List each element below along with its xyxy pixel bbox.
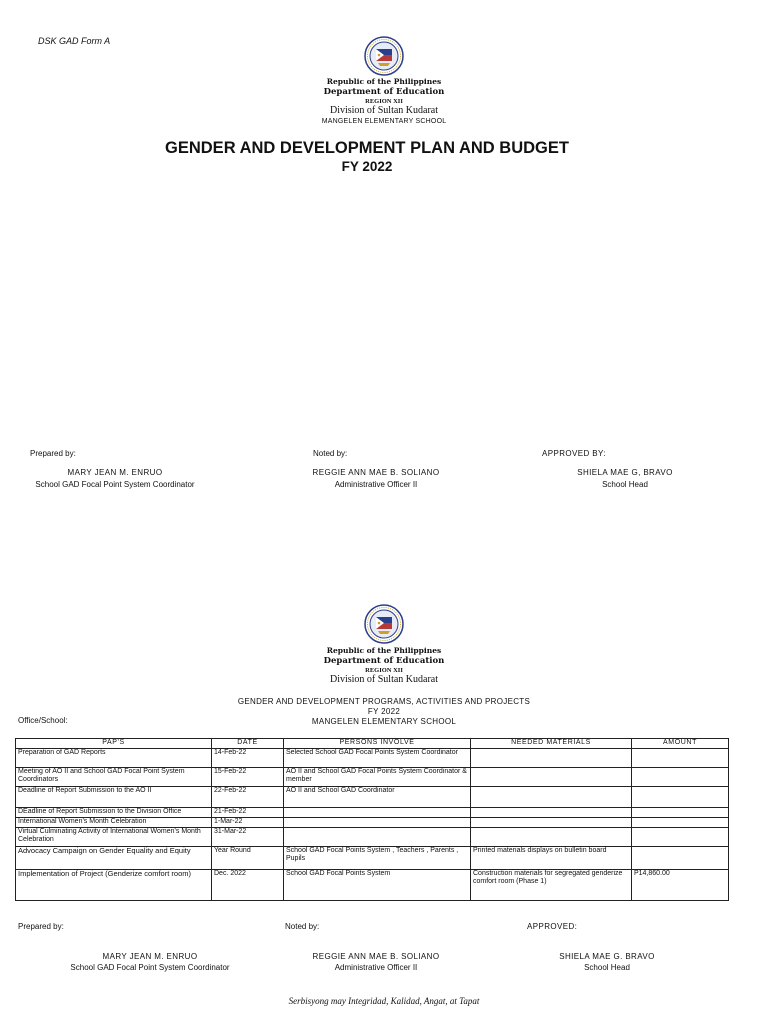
date-cell: 1-Mar-22 (212, 817, 284, 827)
table-row (16, 846, 729, 869)
amount-cell (632, 748, 729, 767)
form-code: DSK GAD Form A (38, 36, 111, 46)
amount-cell (632, 786, 729, 807)
materials-cell (471, 786, 632, 807)
materials-cell: Construction materials for segregated genderize comfort room (Phase 1) (471, 869, 632, 900)
pap-cell: International Women's Month Celebration (16, 817, 212, 827)
persons-cell: AO II and School GAD Coordinator (284, 786, 471, 807)
noted-name: REGGIE ANN MAE B. SOLIANO (312, 952, 440, 961)
persons-cell: School GAD Focal Points System , Teachers , Parents , Pupils (284, 846, 471, 869)
noted-name: REGGIE ANN MAE B. SOLIANO (312, 468, 440, 477)
prepared-title: School GAD Focal Point System Coordinator (70, 963, 230, 972)
prepared-name: MARY JEAN M. ENRUO (102, 952, 198, 961)
date-cell: 15-Feb-22 (212, 767, 284, 786)
department-line: Department of Education (323, 87, 445, 97)
materials-cell (471, 807, 632, 817)
pap-cell: Advocacy Campaign on Gender Equality and Equity (16, 846, 212, 869)
persons-cell: AO II and School GAD Focal Points System Coordinator & member (284, 767, 471, 786)
col-header-persons: PERSONS INVOLVE (284, 739, 471, 749)
footer-motto: Serbisyong may Integridad, Kalidad, Angat, at Tapat (288, 996, 480, 1006)
noted-title: Administrative Officer II (334, 480, 418, 489)
materials-cell (471, 767, 632, 786)
col-header-amount: AMOUNT (632, 739, 729, 749)
persons-cell (284, 807, 471, 817)
pap-table (15, 738, 729, 901)
pap-cell: Deadline of Report Submission to the AO II (16, 786, 212, 807)
table-row (16, 869, 729, 900)
approved-label: APPROVED: (527, 922, 578, 931)
col-header-paps: PAP'S (16, 739, 212, 749)
amount-cell (632, 817, 729, 827)
region-line: REGION XII (365, 98, 403, 105)
prepared-label: Prepared by: (18, 922, 64, 931)
pap-cell: Implementation of Project (Genderize comfort room) (16, 869, 212, 900)
pap-cell: DEadline of Report Submission to the Division Office (16, 807, 212, 817)
approved-title: School Head (584, 963, 630, 972)
amount-cell (632, 807, 729, 817)
noted-title: Administrative Officer II (334, 963, 418, 972)
amount-cell (632, 767, 729, 786)
school-line: MANGELEN ELEMENTARY SCHOOL (321, 118, 447, 125)
materials-cell: Printed materials displays on bulletin board (471, 846, 632, 869)
materials-cell (471, 827, 632, 846)
amount-cell: P14,860.00 (632, 869, 729, 900)
date-cell: 22-Feb-22 (212, 786, 284, 807)
pap-cell: Virtual Culminating Activity of International Women's Month Celebration (16, 827, 212, 846)
date-cell: 31-Mar-22 (212, 827, 284, 846)
approved-name: SHIELA MAE G. BRAVO (559, 952, 655, 961)
pap-fiscal-year: FY 2022 (367, 707, 401, 716)
table-row (16, 807, 729, 817)
republic-line: Republic of the Philippines (326, 77, 442, 86)
amount-cell (632, 846, 729, 869)
document-title: GENDER AND DEVELOPMENT PLAN AND BUDGET (165, 139, 569, 157)
noted-label: Noted by: (313, 449, 348, 458)
approved-title: School Head (602, 480, 648, 489)
region-line: REGION XII (365, 667, 403, 674)
date-cell: Year Round (212, 846, 284, 869)
deped-seal-icon (364, 604, 404, 644)
materials-cell (471, 748, 632, 767)
materials-cell (471, 817, 632, 827)
table-header-row (16, 739, 729, 749)
deped-seal-icon (364, 36, 404, 76)
republic-line: Republic of the Philippines (326, 646, 442, 655)
pap-school-name: MANGELEN ELEMENTARY SCHOOL (311, 717, 457, 726)
col-header-date: DATE (212, 739, 284, 749)
pap-cell: Meeting of AO II and School GAD Focal Point System Coordinators (16, 767, 212, 786)
office-school-label: Office/School: (18, 716, 68, 725)
persons-cell (284, 827, 471, 846)
table-row (16, 767, 729, 786)
prepared-name: MARY JEAN M. ENRUO (67, 468, 163, 477)
amount-cell (632, 827, 729, 846)
table-row (16, 786, 729, 807)
prepared-title: School GAD Focal Point System Coordinator (35, 480, 195, 489)
table-row (16, 748, 729, 767)
date-cell: Dec. 2022 (212, 869, 284, 900)
table-row (16, 827, 729, 846)
approved-label: APPROVED BY: (542, 449, 606, 458)
pap-cell: Preparation of GAD Reports (16, 748, 212, 767)
division-line: Division of Sultan Kudarat (329, 674, 439, 685)
pap-heading: GENDER AND DEVELOPMENT PROGRAMS, ACTIVITIES AND PROJECTS (237, 697, 531, 706)
persons-cell: Selected School GAD Focal Points System Coordinator (284, 748, 471, 767)
fiscal-year: FY 2022 (341, 159, 393, 174)
persons-cell (284, 817, 471, 827)
division-line: Division of Sultan Kudarat (329, 105, 439, 116)
col-header-materials: NEEDED MATERIALS (471, 739, 632, 749)
noted-label: Noted by: (285, 922, 320, 931)
approved-name: SHIELA MAE G, BRAVO (577, 468, 673, 477)
persons-cell: School GAD Focal Points System (284, 869, 471, 900)
department-line: Department of Education (323, 656, 445, 666)
table-row (16, 817, 729, 827)
prepared-label: Prepared by: (30, 449, 76, 458)
date-cell: 21-Feb-22 (212, 807, 284, 817)
date-cell: 14-Feb-22 (212, 748, 284, 767)
